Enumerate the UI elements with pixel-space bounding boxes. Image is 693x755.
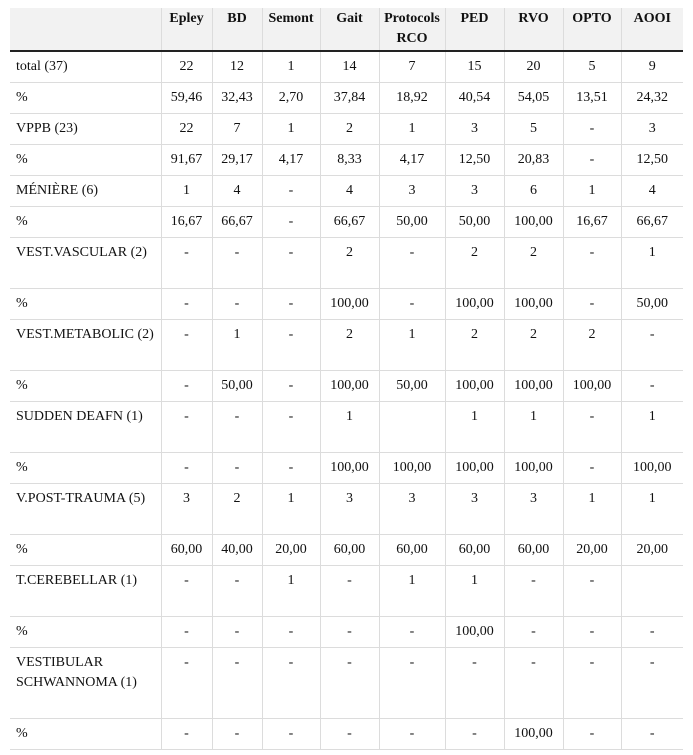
table-cell: 2,70 (262, 82, 320, 113)
table-cell: - (320, 718, 379, 749)
table-cell: - (563, 647, 621, 718)
table-cell: 2 (563, 319, 621, 370)
table-cell: 100,00 (320, 370, 379, 401)
table-cell: - (262, 452, 320, 483)
table-cell: 2 (320, 113, 379, 144)
table-cell: - (262, 206, 320, 237)
table-cell: 4,17 (262, 144, 320, 175)
table-cell: 91,67 (161, 144, 212, 175)
table-cell: - (212, 647, 262, 718)
table-cell: 1 (262, 565, 320, 616)
table-cell: 16,67 (563, 206, 621, 237)
table-cell: 3 (379, 175, 445, 206)
table-cell: 4 (320, 175, 379, 206)
table-cell: - (563, 288, 621, 319)
table-cell: - (621, 647, 683, 718)
table-cell: - (161, 616, 212, 647)
table-cell: - (563, 718, 621, 749)
table-cell: - (379, 288, 445, 319)
table-container (10, 8, 683, 750)
table-row (10, 82, 683, 113)
table-cell: 20 (504, 51, 563, 82)
table-cell: 100,00 (621, 452, 683, 483)
table-cell: - (379, 237, 445, 288)
table-cell: - (161, 319, 212, 370)
table-cell: 15 (445, 51, 504, 82)
table-cell: 1 (379, 565, 445, 616)
table-row (10, 483, 683, 534)
table-cell: 100,00 (445, 616, 504, 647)
table-cell: 1 (161, 175, 212, 206)
table-cell: 50,00 (379, 370, 445, 401)
row-label: % (10, 534, 161, 565)
table-cell: - (212, 288, 262, 319)
table-cell: 22 (161, 51, 212, 82)
table-cell: - (161, 401, 212, 452)
table-cell: 32,43 (212, 82, 262, 113)
row-label: VEST.VASCULAR (2) (10, 237, 161, 288)
table-cell: 60,00 (161, 534, 212, 565)
table-cell: 1 (320, 401, 379, 452)
table-cell: 2 (445, 319, 504, 370)
table-cell: - (563, 565, 621, 616)
table-cell: - (161, 452, 212, 483)
row-label: SUDDEN DEAFN (1) (10, 401, 161, 452)
table-row (10, 175, 683, 206)
table-cell: - (161, 370, 212, 401)
table-cell: 37,84 (320, 82, 379, 113)
table-cell: 100,00 (320, 452, 379, 483)
table-cell: - (320, 647, 379, 718)
row-label: total (37) (10, 51, 161, 82)
table-row (10, 534, 683, 565)
table-cell: 100,00 (504, 718, 563, 749)
table-cell: 2 (320, 319, 379, 370)
table-cell: 59,46 (161, 82, 212, 113)
table-cell: 100,00 (379, 452, 445, 483)
table-cell: - (212, 237, 262, 288)
table-row (10, 319, 683, 370)
table-cell: - (445, 718, 504, 749)
table-cell (379, 401, 445, 452)
table-cell: 1 (621, 401, 683, 452)
table-cell: 24,32 (621, 82, 683, 113)
table-cell: 60,00 (504, 534, 563, 565)
table-cell: 100,00 (445, 288, 504, 319)
table-cell: - (504, 565, 563, 616)
header-cell: Epley (161, 8, 212, 51)
table-row (10, 370, 683, 401)
row-label: % (10, 718, 161, 749)
table-cell: 3 (379, 483, 445, 534)
table-cell: 29,17 (212, 144, 262, 175)
table-cell: 2 (504, 319, 563, 370)
table-cell: 66,67 (621, 206, 683, 237)
row-label: T.CEREBELLAR (1) (10, 565, 161, 616)
table-cell: 20,00 (262, 534, 320, 565)
header-cell: BD (212, 8, 262, 51)
table-row (10, 113, 683, 144)
table-cell: 100,00 (445, 370, 504, 401)
table-cell: - (563, 144, 621, 175)
table-row (10, 288, 683, 319)
table-cell: - (262, 237, 320, 288)
table-cell: 1 (262, 51, 320, 82)
table-cell: 14 (320, 51, 379, 82)
table-cell: - (262, 401, 320, 452)
table-cell: 50,00 (379, 206, 445, 237)
header-cell-blank (10, 8, 161, 51)
row-label: VESTIBULAR SCHWANNOMA (1) (10, 647, 161, 718)
table-cell: - (320, 616, 379, 647)
table-cell: 3 (161, 483, 212, 534)
table-cell: - (621, 616, 683, 647)
table-cell: 4 (212, 175, 262, 206)
table-cell: - (563, 616, 621, 647)
table-cell: 1 (445, 401, 504, 452)
table-cell: 1 (379, 113, 445, 144)
header-cell: Gait (320, 8, 379, 51)
table-cell: 3 (445, 175, 504, 206)
table-cell: - (262, 175, 320, 206)
table-cell: 2 (445, 237, 504, 288)
row-label: % (10, 452, 161, 483)
table-cell: 100,00 (504, 206, 563, 237)
table-row (10, 206, 683, 237)
table-cell: - (161, 718, 212, 749)
table-cell: - (621, 370, 683, 401)
table-cell: 4,17 (379, 144, 445, 175)
table-cell: 3 (445, 483, 504, 534)
table-cell: 1 (379, 319, 445, 370)
table-row (10, 565, 683, 616)
table-cell: 100,00 (563, 370, 621, 401)
table-cell: 54,05 (504, 82, 563, 113)
table-cell: 1 (563, 483, 621, 534)
row-label: % (10, 144, 161, 175)
table-cell: - (563, 401, 621, 452)
table-cell: - (161, 647, 212, 718)
table-cell: 6 (504, 175, 563, 206)
table-cell (621, 565, 683, 616)
table-cell: 40,54 (445, 82, 504, 113)
table-cell: 5 (504, 113, 563, 144)
table-cell: 40,00 (212, 534, 262, 565)
table-cell: - (262, 370, 320, 401)
row-label: % (10, 82, 161, 113)
row-label: % (10, 288, 161, 319)
table-cell: - (504, 616, 563, 647)
table-cell: 16,67 (161, 206, 212, 237)
table-row (10, 237, 683, 288)
table-cell: 8,33 (320, 144, 379, 175)
table-row (10, 144, 683, 175)
row-label: VEST.METABOLIC (2) (10, 319, 161, 370)
header-row (10, 8, 683, 51)
table-row (10, 718, 683, 749)
table-cell: 50,00 (212, 370, 262, 401)
table-cell: 100,00 (445, 452, 504, 483)
table-cell: - (320, 565, 379, 616)
table-cell: - (262, 647, 320, 718)
table-cell: - (212, 452, 262, 483)
table-cell: - (262, 288, 320, 319)
header-cell: Protocols RCO (379, 8, 445, 51)
table-cell: 22 (161, 113, 212, 144)
table-cell: 100,00 (320, 288, 379, 319)
table-cell: - (445, 647, 504, 718)
table-cell: - (621, 718, 683, 749)
table-cell: 50,00 (445, 206, 504, 237)
row-label: % (10, 370, 161, 401)
table-cell: 20,00 (563, 534, 621, 565)
table-cell: - (161, 288, 212, 319)
table-row (10, 452, 683, 483)
table-body (10, 51, 683, 749)
table-cell: 50,00 (621, 288, 683, 319)
table-cell: 66,67 (320, 206, 379, 237)
table-cell: 66,67 (212, 206, 262, 237)
header-cell: AOOI (621, 8, 683, 51)
row-label: % (10, 616, 161, 647)
table-cell: - (379, 616, 445, 647)
table-cell: 2 (320, 237, 379, 288)
table-cell: 1 (212, 319, 262, 370)
table-cell: - (379, 718, 445, 749)
table-cell: 1 (262, 483, 320, 534)
table-cell: - (563, 237, 621, 288)
table-cell: 12,50 (621, 144, 683, 175)
table-cell: - (504, 647, 563, 718)
table-cell: 3 (445, 113, 504, 144)
table-cell: 18,92 (379, 82, 445, 113)
table-cell: 20,00 (621, 534, 683, 565)
table-cell: 100,00 (504, 370, 563, 401)
table-cell: - (161, 565, 212, 616)
table-cell: - (212, 401, 262, 452)
header-cell: RVO (504, 8, 563, 51)
header-cell: PED (445, 8, 504, 51)
table-cell: 1 (621, 483, 683, 534)
table-cell: 7 (212, 113, 262, 144)
table-cell: 1 (504, 401, 563, 452)
table-cell: - (379, 647, 445, 718)
table-cell: 100,00 (504, 288, 563, 319)
table-row (10, 51, 683, 82)
header-cell: OPTO (563, 8, 621, 51)
table-cell: 60,00 (379, 534, 445, 565)
table-cell: 60,00 (320, 534, 379, 565)
table-cell: 7 (379, 51, 445, 82)
row-label: MÉNIÈRE (6) (10, 175, 161, 206)
table-cell: 3 (621, 113, 683, 144)
table-row (10, 401, 683, 452)
table-cell: - (262, 319, 320, 370)
table-header (10, 8, 683, 51)
table-cell: 3 (504, 483, 563, 534)
data-table (10, 8, 683, 750)
table-cell: - (563, 452, 621, 483)
table-cell: 9 (621, 51, 683, 82)
table-cell: 60,00 (445, 534, 504, 565)
table-cell: 3 (320, 483, 379, 534)
table-cell: - (212, 616, 262, 647)
table-row (10, 616, 683, 647)
table-cell: 2 (212, 483, 262, 534)
table-cell: 5 (563, 51, 621, 82)
table-row (10, 647, 683, 718)
table-cell: 4 (621, 175, 683, 206)
table-cell: 1 (563, 175, 621, 206)
row-label: V.POST-TRAUMA (5) (10, 483, 161, 534)
table-cell: 2 (504, 237, 563, 288)
table-cell: 13,51 (563, 82, 621, 113)
table-cell: - (161, 237, 212, 288)
row-label: % (10, 206, 161, 237)
table-cell: - (212, 718, 262, 749)
table-cell: 100,00 (504, 452, 563, 483)
row-label: VPPB (23) (10, 113, 161, 144)
table-cell: - (262, 718, 320, 749)
table-cell: 1 (445, 565, 504, 616)
header-cell: Semont (262, 8, 320, 51)
table-cell: 1 (262, 113, 320, 144)
table-cell: - (212, 565, 262, 616)
table-cell: 12 (212, 51, 262, 82)
table-cell: 20,83 (504, 144, 563, 175)
table-cell: - (563, 113, 621, 144)
table-cell: 12,50 (445, 144, 504, 175)
table-cell: 1 (621, 237, 683, 288)
table-cell: - (621, 319, 683, 370)
table-cell: - (262, 616, 320, 647)
